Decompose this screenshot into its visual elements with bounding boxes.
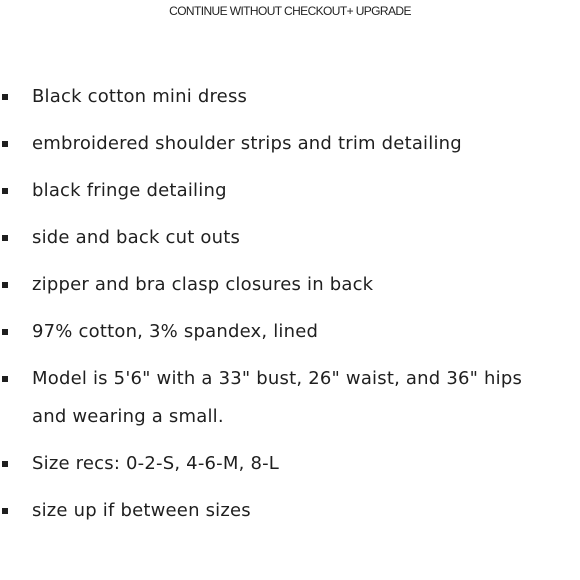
bullet-text: Size recs: 0-2-S, 4-6-M, 8-L bbox=[32, 453, 280, 474]
list-item bbox=[0, 176, 580, 206]
bullet-icon bbox=[2, 235, 8, 241]
bullet-text: side and back cut outs bbox=[32, 227, 241, 248]
bullet-icon bbox=[2, 141, 8, 147]
continue-without-checkout-upgrade-link[interactable]: CONTINUE WITHOUT CHECKOUT+ UPGRADE bbox=[169, 4, 411, 18]
bullet-text: zipper and bra clasp closures in back bbox=[32, 274, 374, 295]
list-item bbox=[0, 449, 580, 479]
bullet-icon bbox=[2, 508, 8, 514]
list-item bbox=[0, 129, 580, 159]
bullet-icon bbox=[2, 329, 8, 335]
bullet-text: black fringe detailing bbox=[32, 180, 227, 201]
bullet-text: size up if between sizes bbox=[32, 500, 251, 521]
list-item bbox=[0, 364, 580, 432]
bullet-icon bbox=[2, 461, 8, 467]
bullet-icon bbox=[2, 94, 8, 100]
list-item bbox=[0, 82, 580, 112]
bullet-text: 97% cotton, 3% spandex, lined bbox=[32, 321, 319, 342]
bullet-text: Black cotton mini dress bbox=[32, 86, 248, 107]
list-item bbox=[0, 270, 580, 300]
list-item bbox=[0, 317, 580, 347]
bullet-icon bbox=[2, 188, 8, 194]
bullet-text: Model is 5'6" with a 33" bust, 26" waist, and 36" hips bbox=[32, 368, 523, 389]
bullet-text: embroidered shoulder strips and trim detailing bbox=[32, 133, 462, 154]
list-item bbox=[0, 223, 580, 253]
bullet-icon bbox=[2, 282, 8, 288]
bullet-icon bbox=[2, 376, 8, 382]
product-details-list bbox=[0, 82, 580, 543]
bullet-text-continued: and wearing a small. bbox=[32, 406, 224, 427]
list-item bbox=[0, 496, 580, 526]
